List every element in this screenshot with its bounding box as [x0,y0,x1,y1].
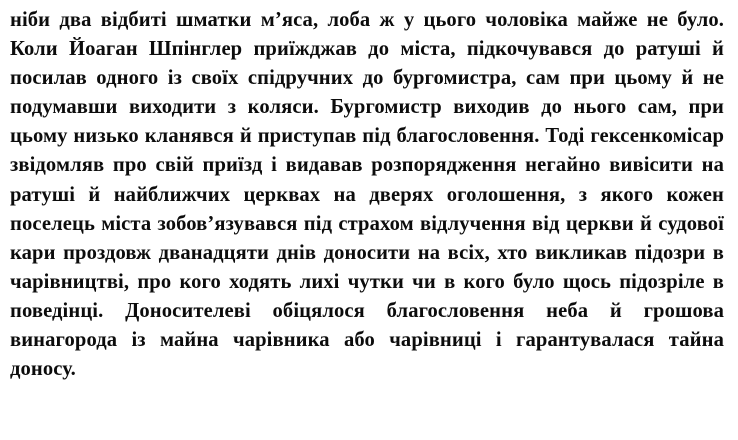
body-paragraph: ніби два відбиті шматки м’яса, лоба ж у цього чоловіка майже не було. Коли Йоаган Шпінглер приїжджав до міста, підкочувався до ратуші й посилав одного із своїх спідручних до бургомистра, сам при цьому й не подумавши виходити з коляси. Бургомистр виходив до нього сам, при цьому низько кланявся й приступав під благословення. Тоді гексенкомісар звідомляв про свій приїзд і видавав розпорядження негайно вивісити на ратуші й найближчих церквах на дверях оголошення, з якого кожен поселець міста зобов’язувався під страхом відлучення від церкви й судової кари проздовж дванадцяти днів доносити на всіх, хто викликав підозри в чарівництві, про кого ходять лихі чутки чи в кого було щось підозріле в поведінці. Доноcителеві обіцялося благословення неба й грошова винагорода із майна чарівника або чарівниці і гарантувалася тайна доносу. [10,9,724,381]
page-body [10,6,724,384]
